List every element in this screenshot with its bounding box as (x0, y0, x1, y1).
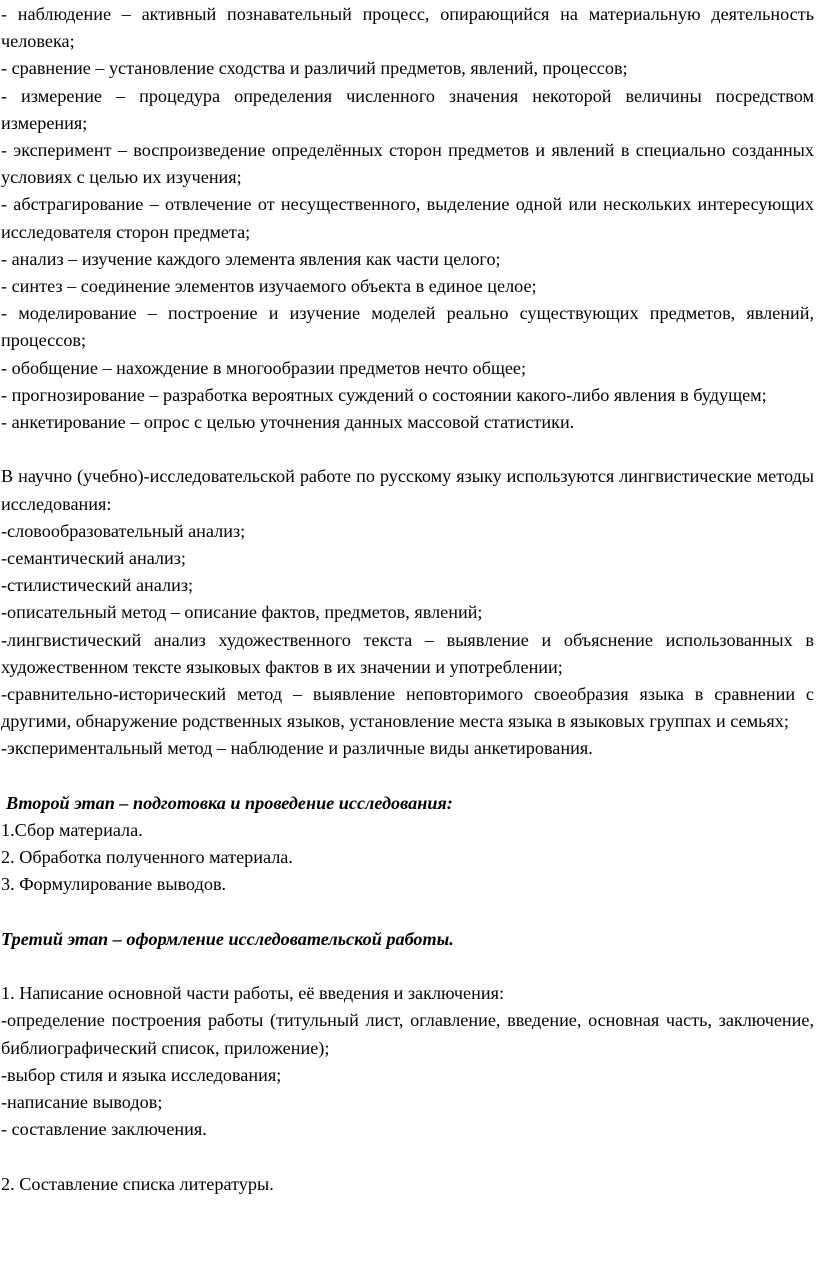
list-item: -сравнительно-исторический метод – выявление неповторимого своеобразия языка в сравнении с другими, обнаружение родственных языков, установление места языка в языковых группах и семьях; (1, 684, 814, 732)
list-item: 1.Сбор материала. (1, 820, 143, 841)
methods-list (1, 1, 816, 436)
list-item: - абстрагирование – отвлечение от несущественного, выделение одной или нескольких интересующих исследователя сторон предмета; (1, 194, 814, 242)
list-item: - эксперимент – воспроизведение определённых сторон предметов и явлений в специально созданных условиях с целью их изучения; (1, 140, 814, 188)
stage-three (1, 926, 816, 1198)
list-item: -выбор стиля и языка исследования; (1, 1064, 282, 1085)
paragraph-gap (1, 436, 816, 463)
section-intro: В научно (учебно)-исследовательской работе по русскому языку используются лингвистические методы исследования: (1, 466, 814, 514)
list-item: -экспериментальный метод – наблюдение и различные виды анкетирования. (1, 738, 593, 759)
stage-two (1, 790, 816, 899)
list-item: - измерение – процедура определения численного значения некоторой величины посредством измерения; (1, 85, 814, 133)
list-item: -определение построения работы (титульный лист, оглавление, введение, основная часть, заключение, библиографический список, приложение); (1, 1010, 814, 1058)
list-item: -лингвистический анализ художественного текста – выявление и объяснение использованных в художественном тексте языковых фактов в их значении и употреблении; (1, 629, 814, 677)
list-item: - прогнозирование – разработка вероятных суждений о состоянии какого-либо явления в будущем; (1, 384, 767, 405)
list-item: -стилистический анализ; (1, 575, 194, 596)
list-item: - составление заключения. (1, 1119, 207, 1140)
list-item: 3. Формулирование выводов. (1, 874, 227, 895)
list-item: -написание выводов; (1, 1092, 163, 1113)
paragraph-gap (1, 899, 816, 926)
list-item: - сравнение – установление сходства и различий предметов, явлений, процессов; (1, 58, 628, 79)
list-item: - анкетирование – опрос с целью уточнения данных массовой статистики. (1, 412, 575, 433)
list-item: - наблюдение – активный познавательный процесс, опирающийся на материальную деятельность человека; (1, 4, 814, 52)
linguistic-methods (1, 463, 816, 762)
paragraph-gap (1, 953, 816, 980)
list-item: -описательный метод – описание фактов, предметов, явлений; (1, 602, 483, 623)
list-item: - обобщение – нахождение в многообразии предметов нечто общее; (1, 357, 527, 378)
paragraph-gap (1, 763, 816, 790)
list-item: - моделирование – построение и изучение моделей реально существующих предметов, явлений, процессов; (1, 303, 814, 351)
list-item: -семантический анализ; (1, 548, 186, 569)
list-item: 2. Обработка полученного материала. (1, 847, 293, 868)
list-item: - синтез – соединение элементов изучаемого объекта в единое целое; (1, 276, 537, 297)
subsection-title: 2. Составление списка литературы. (1, 1173, 274, 1194)
list-item: -словообразовательный анализ; (1, 520, 246, 541)
section-heading: Третий этап – оформление исследовательской работы. (1, 928, 454, 949)
subsection-title: 1. Написание основной части работы, её введения и заключения: (1, 983, 505, 1004)
section-heading: Второй этап – подготовка и проведение исследования: (6, 792, 453, 813)
paragraph-gap (1, 1143, 816, 1170)
list-item: - анализ – изучение каждого элемента явления как части целого; (1, 248, 501, 269)
